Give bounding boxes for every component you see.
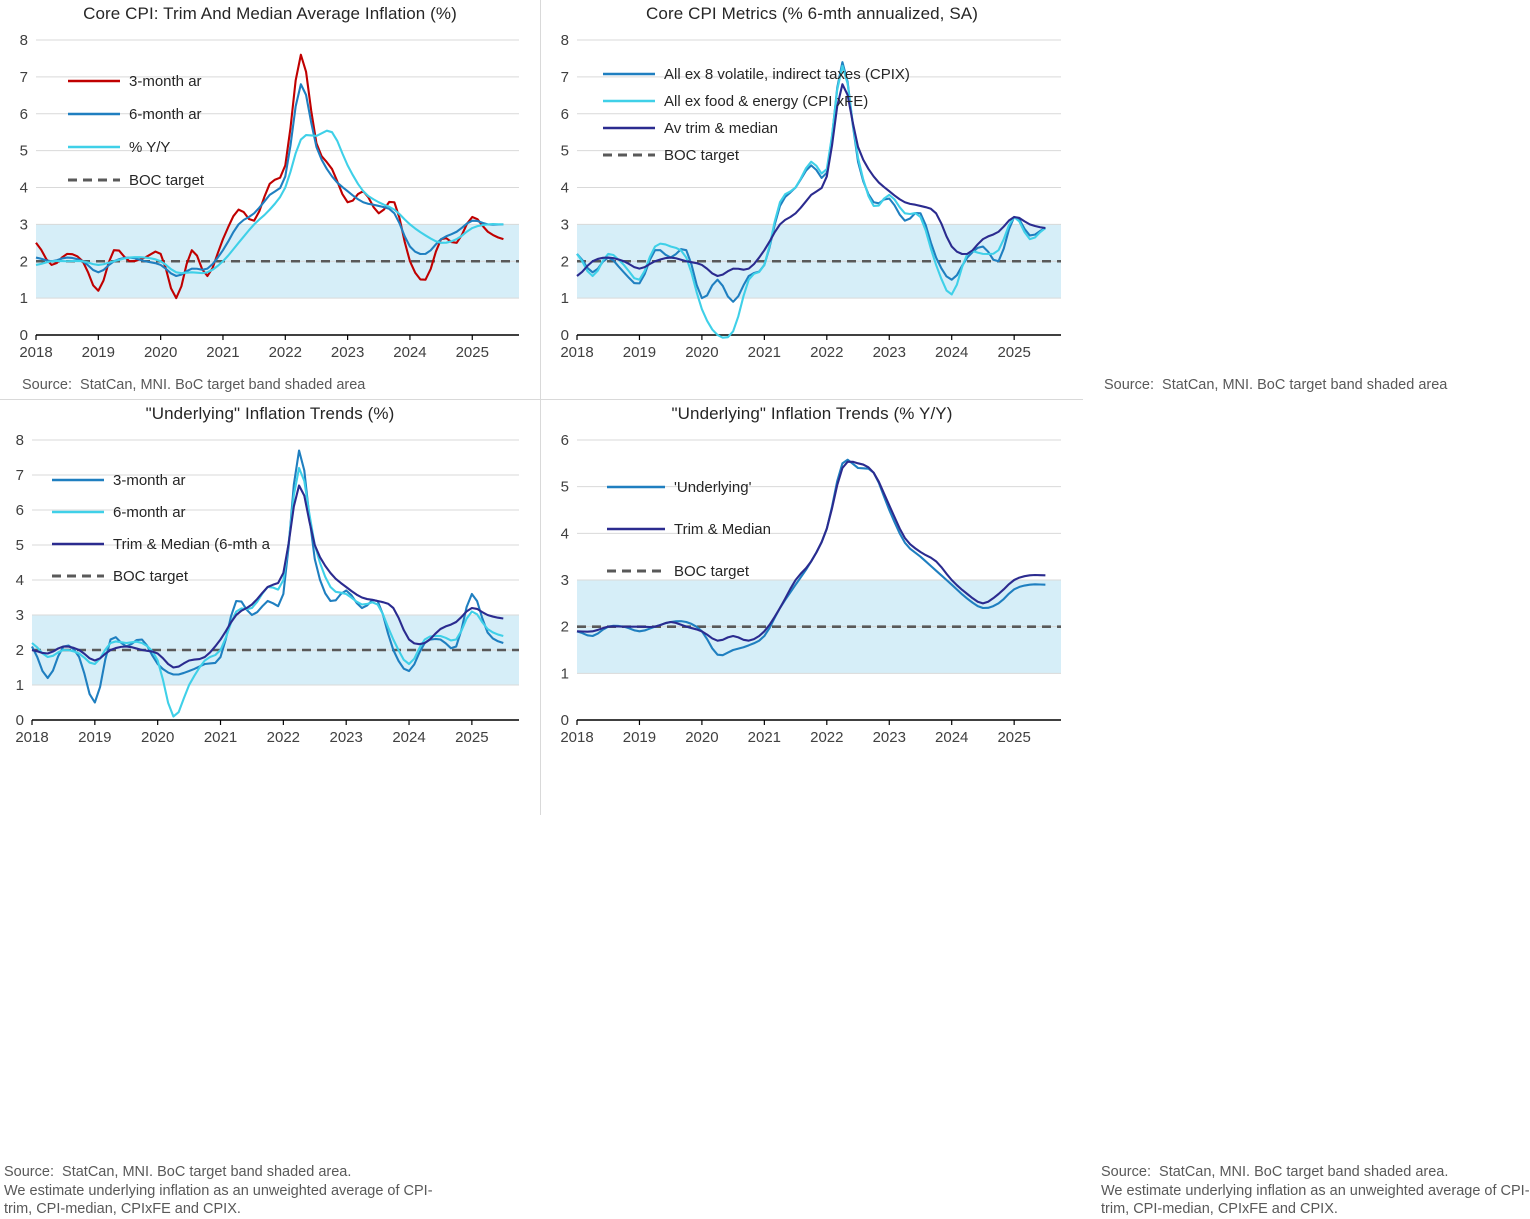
svg-text:3-month ar: 3-month ar: [129, 73, 202, 90]
svg-text:2022: 2022: [266, 729, 301, 746]
svg-text:2025: 2025: [455, 729, 489, 746]
svg-text:2022: 2022: [268, 344, 302, 361]
svg-text:3-month ar: 3-month ar: [113, 472, 186, 489]
svg-text:1: 1: [560, 665, 569, 683]
svg-text:6: 6: [560, 432, 569, 449]
svg-text:4: 4: [15, 572, 24, 589]
svg-text:2025: 2025: [997, 344, 1031, 361]
svg-text:2022: 2022: [810, 344, 844, 361]
svg-text:2018: 2018: [19, 344, 53, 361]
plot-bottom-left: [0, 424, 540, 754]
svg-text:2021: 2021: [747, 729, 782, 746]
plot-svg: [541, 24, 1083, 369]
svg-text:0: 0: [560, 327, 569, 344]
svg-text:4: 4: [19, 179, 28, 197]
svg-text:2021: 2021: [747, 344, 782, 361]
svg-text:2019: 2019: [78, 729, 112, 746]
svg-text:5: 5: [560, 478, 569, 496]
svg-text:7: 7: [15, 467, 24, 484]
svg-text:All ex food & energy (CPI xFE): All ex food & energy (CPI xFE): [664, 93, 869, 110]
svg-text:2024: 2024: [935, 344, 969, 361]
panel-top-right: [541, 0, 1448, 400]
svg-text:1: 1: [19, 290, 28, 308]
svg-text:2024: 2024: [393, 344, 427, 361]
svg-text:3: 3: [19, 216, 28, 234]
panel-top-left: [0, 0, 541, 400]
svg-text:2019: 2019: [622, 729, 657, 746]
svg-text:6-month ar: 6-month ar: [113, 504, 186, 521]
plot-svg: [0, 424, 541, 754]
svg-text:2023: 2023: [330, 344, 365, 361]
source-note: Source: StatCan, MNI. BoC target band shaded area. We estimate underlying inflation as an unweighted average of CPI- trim, CPI-median, CPIxFE and CPIX.: [1101, 1164, 1530, 1218]
svg-text:2022: 2022: [810, 729, 844, 746]
svg-text:2024: 2024: [392, 729, 426, 746]
svg-text:1: 1: [15, 677, 24, 694]
svg-text:8: 8: [15, 432, 24, 449]
svg-text:2023: 2023: [872, 729, 906, 746]
svg-text:2: 2: [19, 253, 28, 271]
svg-text:5: 5: [560, 142, 569, 160]
plot-top-left: [0, 24, 540, 369]
svg-text:5: 5: [15, 537, 24, 554]
svg-text:BOC target: BOC target: [674, 563, 750, 580]
svg-text:2024: 2024: [935, 729, 969, 746]
svg-text:Av trim & median: Av trim & median: [664, 120, 778, 137]
svg-text:0: 0: [560, 712, 569, 729]
svg-text:% Y/Y: % Y/Y: [129, 139, 171, 156]
panel-title: "Underlying" Inflation Trends (% Y/Y): [671, 404, 953, 423]
svg-text:3: 3: [560, 572, 569, 589]
svg-text:Trim & Median (6-mth a: Trim & Median (6-mth a: [113, 536, 270, 553]
svg-text:7: 7: [19, 68, 28, 86]
svg-text:2020: 2020: [685, 729, 719, 746]
svg-text:2020: 2020: [143, 344, 178, 361]
svg-text:8: 8: [19, 32, 28, 49]
svg-text:2021: 2021: [203, 729, 238, 746]
svg-text:4: 4: [560, 525, 569, 543]
svg-text:2: 2: [560, 253, 569, 271]
source-note: Source: StatCan, MNI. BoC target band shaded area. We estimate underlying inflation as an unweighted average of CPI- trim, CPI-median, CPIxFE and CPIX.: [4, 1164, 433, 1218]
source-note: Source: StatCan, MNI. BoC target band shaded area: [22, 377, 366, 393]
svg-text:5: 5: [19, 142, 28, 160]
svg-text:2020: 2020: [140, 729, 175, 746]
svg-text:6: 6: [15, 502, 24, 519]
panel-bottom-left: [0, 400, 541, 1218]
svg-text:0: 0: [15, 712, 24, 729]
svg-text:All ex 8 volatile, indirect ta: All ex 8 volatile, indirect taxes (CPIX): [664, 66, 910, 83]
svg-text:2019: 2019: [622, 344, 657, 361]
svg-text:2023: 2023: [872, 344, 906, 361]
svg-text:2023: 2023: [329, 729, 363, 746]
plot-svg: [0, 24, 541, 369]
svg-text:BOC target: BOC target: [664, 147, 740, 164]
svg-text:0: 0: [19, 327, 28, 344]
svg-text:2020: 2020: [685, 344, 719, 361]
panel-bottom-right: [541, 400, 1530, 1218]
svg-text:2: 2: [15, 642, 24, 659]
svg-text:BOC target: BOC target: [129, 172, 205, 189]
plot-top-right: [541, 24, 1083, 369]
plot-bottom-right: [541, 424, 1083, 754]
svg-text:6: 6: [19, 105, 28, 123]
svg-text:8: 8: [560, 32, 569, 49]
svg-text:Trim & Median: Trim & Median: [674, 521, 771, 538]
plot-svg: [541, 424, 1083, 754]
panel-title: Core CPI Metrics (% 6-mth annualized, SA): [646, 4, 978, 23]
source-note: Source: StatCan, MNI. BoC target band shaded area: [1104, 377, 1448, 393]
svg-text:6: 6: [560, 105, 569, 123]
svg-text:2021: 2021: [206, 344, 240, 361]
svg-text:2025: 2025: [455, 344, 489, 361]
panel-title: "Underlying" Inflation Trends (%): [145, 404, 395, 423]
svg-text:4: 4: [560, 179, 569, 197]
svg-text:2019: 2019: [81, 344, 116, 361]
svg-text:1: 1: [560, 290, 569, 308]
panel-title: Core CPI: Trim And Median Average Inflation (%): [83, 4, 457, 23]
svg-text:BOC target: BOC target: [113, 568, 189, 585]
svg-text:2018: 2018: [560, 344, 594, 361]
svg-text:3: 3: [15, 607, 24, 624]
svg-text:6-month ar: 6-month ar: [129, 106, 202, 123]
svg-text:2018: 2018: [560, 729, 594, 746]
svg-text:2: 2: [560, 618, 569, 636]
svg-text:2018: 2018: [15, 729, 49, 746]
svg-text:2025: 2025: [997, 729, 1031, 746]
svg-text:7: 7: [560, 68, 569, 86]
svg-text:'Underlying': 'Underlying': [674, 479, 752, 496]
svg-text:3: 3: [560, 216, 569, 234]
